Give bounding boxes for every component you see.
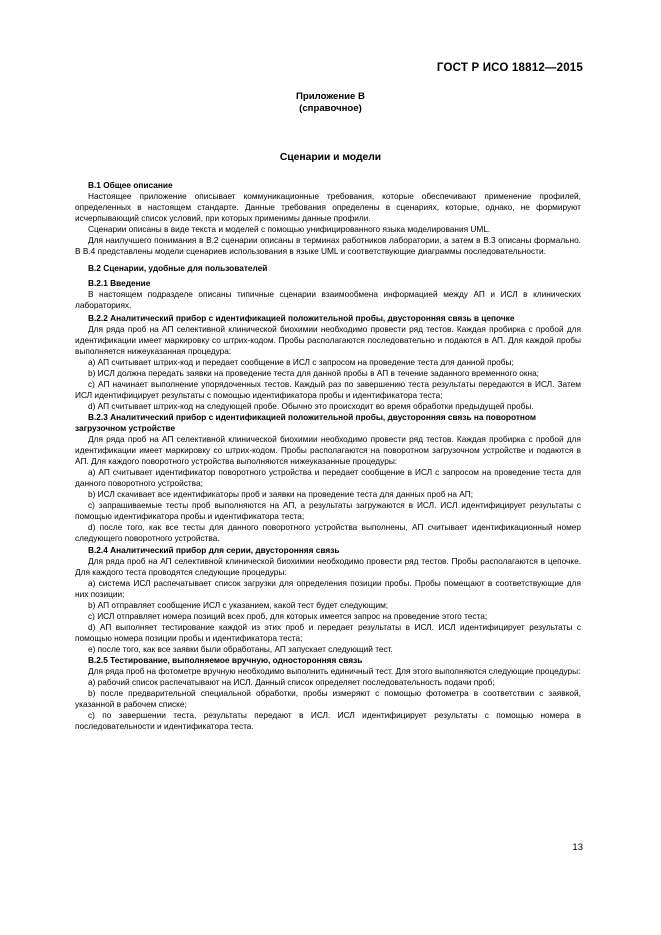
heading-b2: В.2 Сценарии, удобные для пользователей	[88, 263, 268, 274]
heading-b1: В.1 Общее описание	[88, 180, 173, 190]
list-item: a) АП считывает штрих-код и передает сообщение в ИСЛ с запросом на проведение теста для данной пробы;	[88, 356, 514, 367]
paragraph: Для ряда проб на АП селективной клинической биохимии необходимо провести ряд тестов. Каждая пробирка с пробой для идентификации имеет маркировку со штрих-кодом. Пробы располагаются на поворотном загрузочном устройстве и подаются в АП. Для каждого поворотного устройства выполняются нижеуказанные процедуры:	[75, 434, 581, 467]
document-body	[75, 180, 581, 732]
list-item: b) ИСЛ должна передать заявки на проведение теста для данной пробы в АП в течение заданного временного окна;	[88, 367, 539, 378]
heading-b2-1: В.2.1 Введение	[88, 278, 151, 289]
list-item: b) после предварительной специальной обработки, пробы измеряют с помощью фотометра в соответствии с заявкой, указанной в рабочем списке;	[75, 688, 581, 710]
list-item: d) АП считывает штрих-код на следующей пробе. Обычно это происходит во время обработки предыдущей пробы.	[88, 400, 534, 411]
appendix-heading	[0, 91, 661, 114]
paragraph: Для ряда проб на АП селективной клинической биохимии необходимо провести ряд тестов. Каждая пробирка с пробой для идентификации имеет маркировку со штрих-кодом. Пробы располагаются последовательно и подаются в АП. Для каждой пробы выполняется нижеуказанная процедура:	[75, 323, 581, 356]
list-item: c) ИСЛ отправляет номера позиций всех проб, для которых имеется запрос на проведение этого теста;	[88, 610, 488, 621]
heading-b2-3: В.2.3 Аналитический прибор с идентификацией положительной пробы, двусторонняя связь на поворотном загрузочном устройстве	[75, 411, 537, 433]
appendix-title: Приложение В	[296, 91, 365, 102]
paragraph: Настоящее приложение описывает коммуникационные требования, которые обеспечивают применение профилей, определенных в настоящем стандарте. Данные требования определены в сценариях, которые, однако, не формируют исчерпывающий список условий, при которых применимы данные профили.	[75, 191, 581, 224]
paragraph: Для ряда проб на АП селективной клинической биохимии необходимо провести ряд тестов. Пробы располагаются в цепочке. Для каждого теста проводятся следующие процедуры:	[75, 555, 581, 577]
list-item: a) система ИСЛ распечатывает список загрузки для определения позиции пробы. Пробы помещают в соответствующие для них позиции;	[75, 577, 581, 599]
list-item: a) АП считывает идентификатор поворотного устройства и передает сообщение в ИСЛ с запросом на проведение теста для данного поворотного устройства;	[75, 467, 581, 489]
section-title: Сценарии и модели	[279, 152, 382, 163]
page-number: 13	[572, 842, 583, 853]
standard-header: ГОСТ Р ИСО 18812—2015	[436, 62, 583, 74]
list-item: c) запрашиваемые тесты проб выполняются на АП, а результаты загружаются в ИСЛ. ИСЛ идентифицирует результаты с помощью идентификатора пробы и идентификатора теста;	[75, 500, 581, 522]
list-item: c) по завершении теста, результаты передают в ИСЛ. ИСЛ идентифицирует результаты с помощью номера в последовательности и идентификатора теста.	[75, 710, 581, 732]
heading-b2-4: В.2.4 Аналитический прибор для серии, двусторонняя связь	[88, 544, 340, 555]
paragraph: Для наилучшего понимания в В.2 сценарии описаны в терминах работников лаборатории, а затем в В.3 описаны формально. В В.4 представлены модели сценариев использования в языке UML и соответствующие диаграммы последовательности.	[75, 235, 581, 257]
heading-b2-2: В.2.2 Аналитический прибор с идентификацией положительной пробы, двусторонняя связь в цепочке	[88, 312, 515, 323]
list-item: d) после того, как все тесты для данного поворотного устройства выполнены, АП считывает идентификационный номер следующего поворотного устройства.	[75, 522, 581, 544]
list-item: b) ИСЛ скачивает все идентификаторы проб и заявки на проведение теста для данных проб на АП;	[88, 489, 474, 500]
list-item: b) АП отправляет сообщение ИСЛ с указанием, какой тест будет следующим;	[88, 599, 389, 610]
list-item: a) рабочий список распечатывают на ИСЛ. Данный список определяет последовательность подачи проб;	[88, 677, 495, 688]
list-item: c) АП начинает выполнение упорядоченных тестов. Каждый раз по завершению теста результаты передаются в ИСЛ. Затем ИСЛ идентифицирует результаты с помощью идентификатора пробы и идентификатора теста;	[75, 378, 581, 400]
paragraph: Для ряда проб на фотометре вручную необходимо выполнить единичный тест. Для этого выполняются следующие процедуры:	[88, 666, 581, 677]
paragraph: В настоящем подразделе описаны типичные сценарии взаимообмена информацией между АП и ИСЛ в клинических лабораториях.	[75, 289, 581, 311]
list-item: d) АП выполняет тестирование каждой из этих проб и передает результаты в ИСЛ. ИСЛ идентифицирует результаты с помощью номера позиции пробы и идентификатора теста;	[75, 621, 581, 643]
list-item: e) после того, как все заявки были обработаны, АП запускает следующий тест.	[88, 643, 393, 654]
appendix-subtitle: (справочное)	[299, 102, 362, 114]
paragraph: Сценарии описаны в виде текста и моделей с помощью унифицированного языка моделирования UML.	[88, 224, 491, 235]
heading-b2-5: В.2.5 Тестирование, выполняемое вручную, односторонняя связь	[88, 654, 363, 665]
